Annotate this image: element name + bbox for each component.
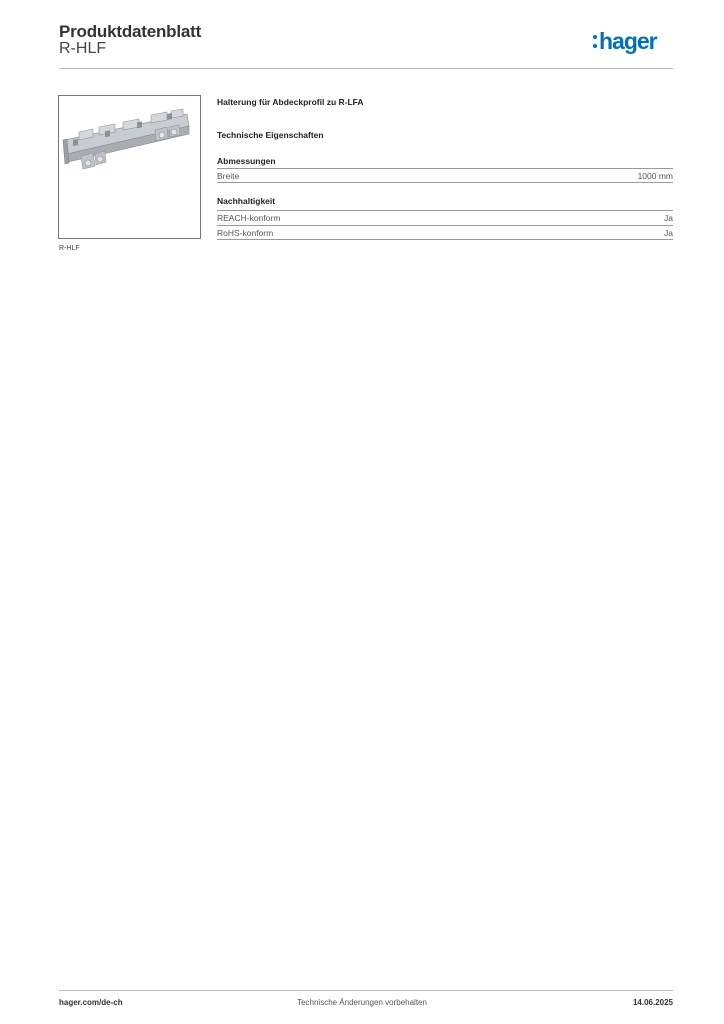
page-title: Produktdatenblatt bbox=[59, 22, 202, 41]
footer-divider bbox=[59, 990, 673, 991]
footer-date: 14.06.2025 bbox=[632, 998, 673, 1007]
spec-value: Ja bbox=[664, 228, 673, 238]
product-description: Halterung für Abdeckprofil zu R-LFA bbox=[217, 97, 364, 107]
spec-label: RoHS-konform bbox=[217, 228, 274, 238]
spec-label: Breite bbox=[217, 171, 240, 181]
spec-label: REACH-konform bbox=[217, 213, 281, 223]
spec-value: Ja bbox=[664, 213, 673, 223]
logo-colon-icon bbox=[593, 35, 597, 49]
spec-row bbox=[217, 168, 673, 183]
spec-value: 1000 mm bbox=[637, 171, 673, 181]
logo-wordmark: hager bbox=[599, 28, 657, 54]
footer-notice: Technische Änderungen vorbehalten bbox=[297, 998, 427, 1007]
image-caption: R-HLF bbox=[59, 245, 80, 252]
spec-section bbox=[217, 97, 673, 238]
group-heading-nachhaltigkeit: Nachhaltigkeit bbox=[217, 196, 276, 206]
tech-properties-heading: Technische Eigenschaften bbox=[217, 130, 324, 140]
product-code: R-HLF bbox=[59, 40, 107, 57]
hager-logo bbox=[593, 26, 675, 56]
spec-row bbox=[217, 210, 673, 225]
header-divider bbox=[59, 68, 673, 69]
product-image bbox=[58, 95, 201, 239]
group-heading-abmessungen: Abmessungen bbox=[217, 156, 276, 166]
mounting-bracket-illustration bbox=[59, 96, 200, 238]
spec-row bbox=[217, 225, 673, 240]
footer-website-link[interactable]: hager.com/de-ch bbox=[59, 998, 123, 1007]
